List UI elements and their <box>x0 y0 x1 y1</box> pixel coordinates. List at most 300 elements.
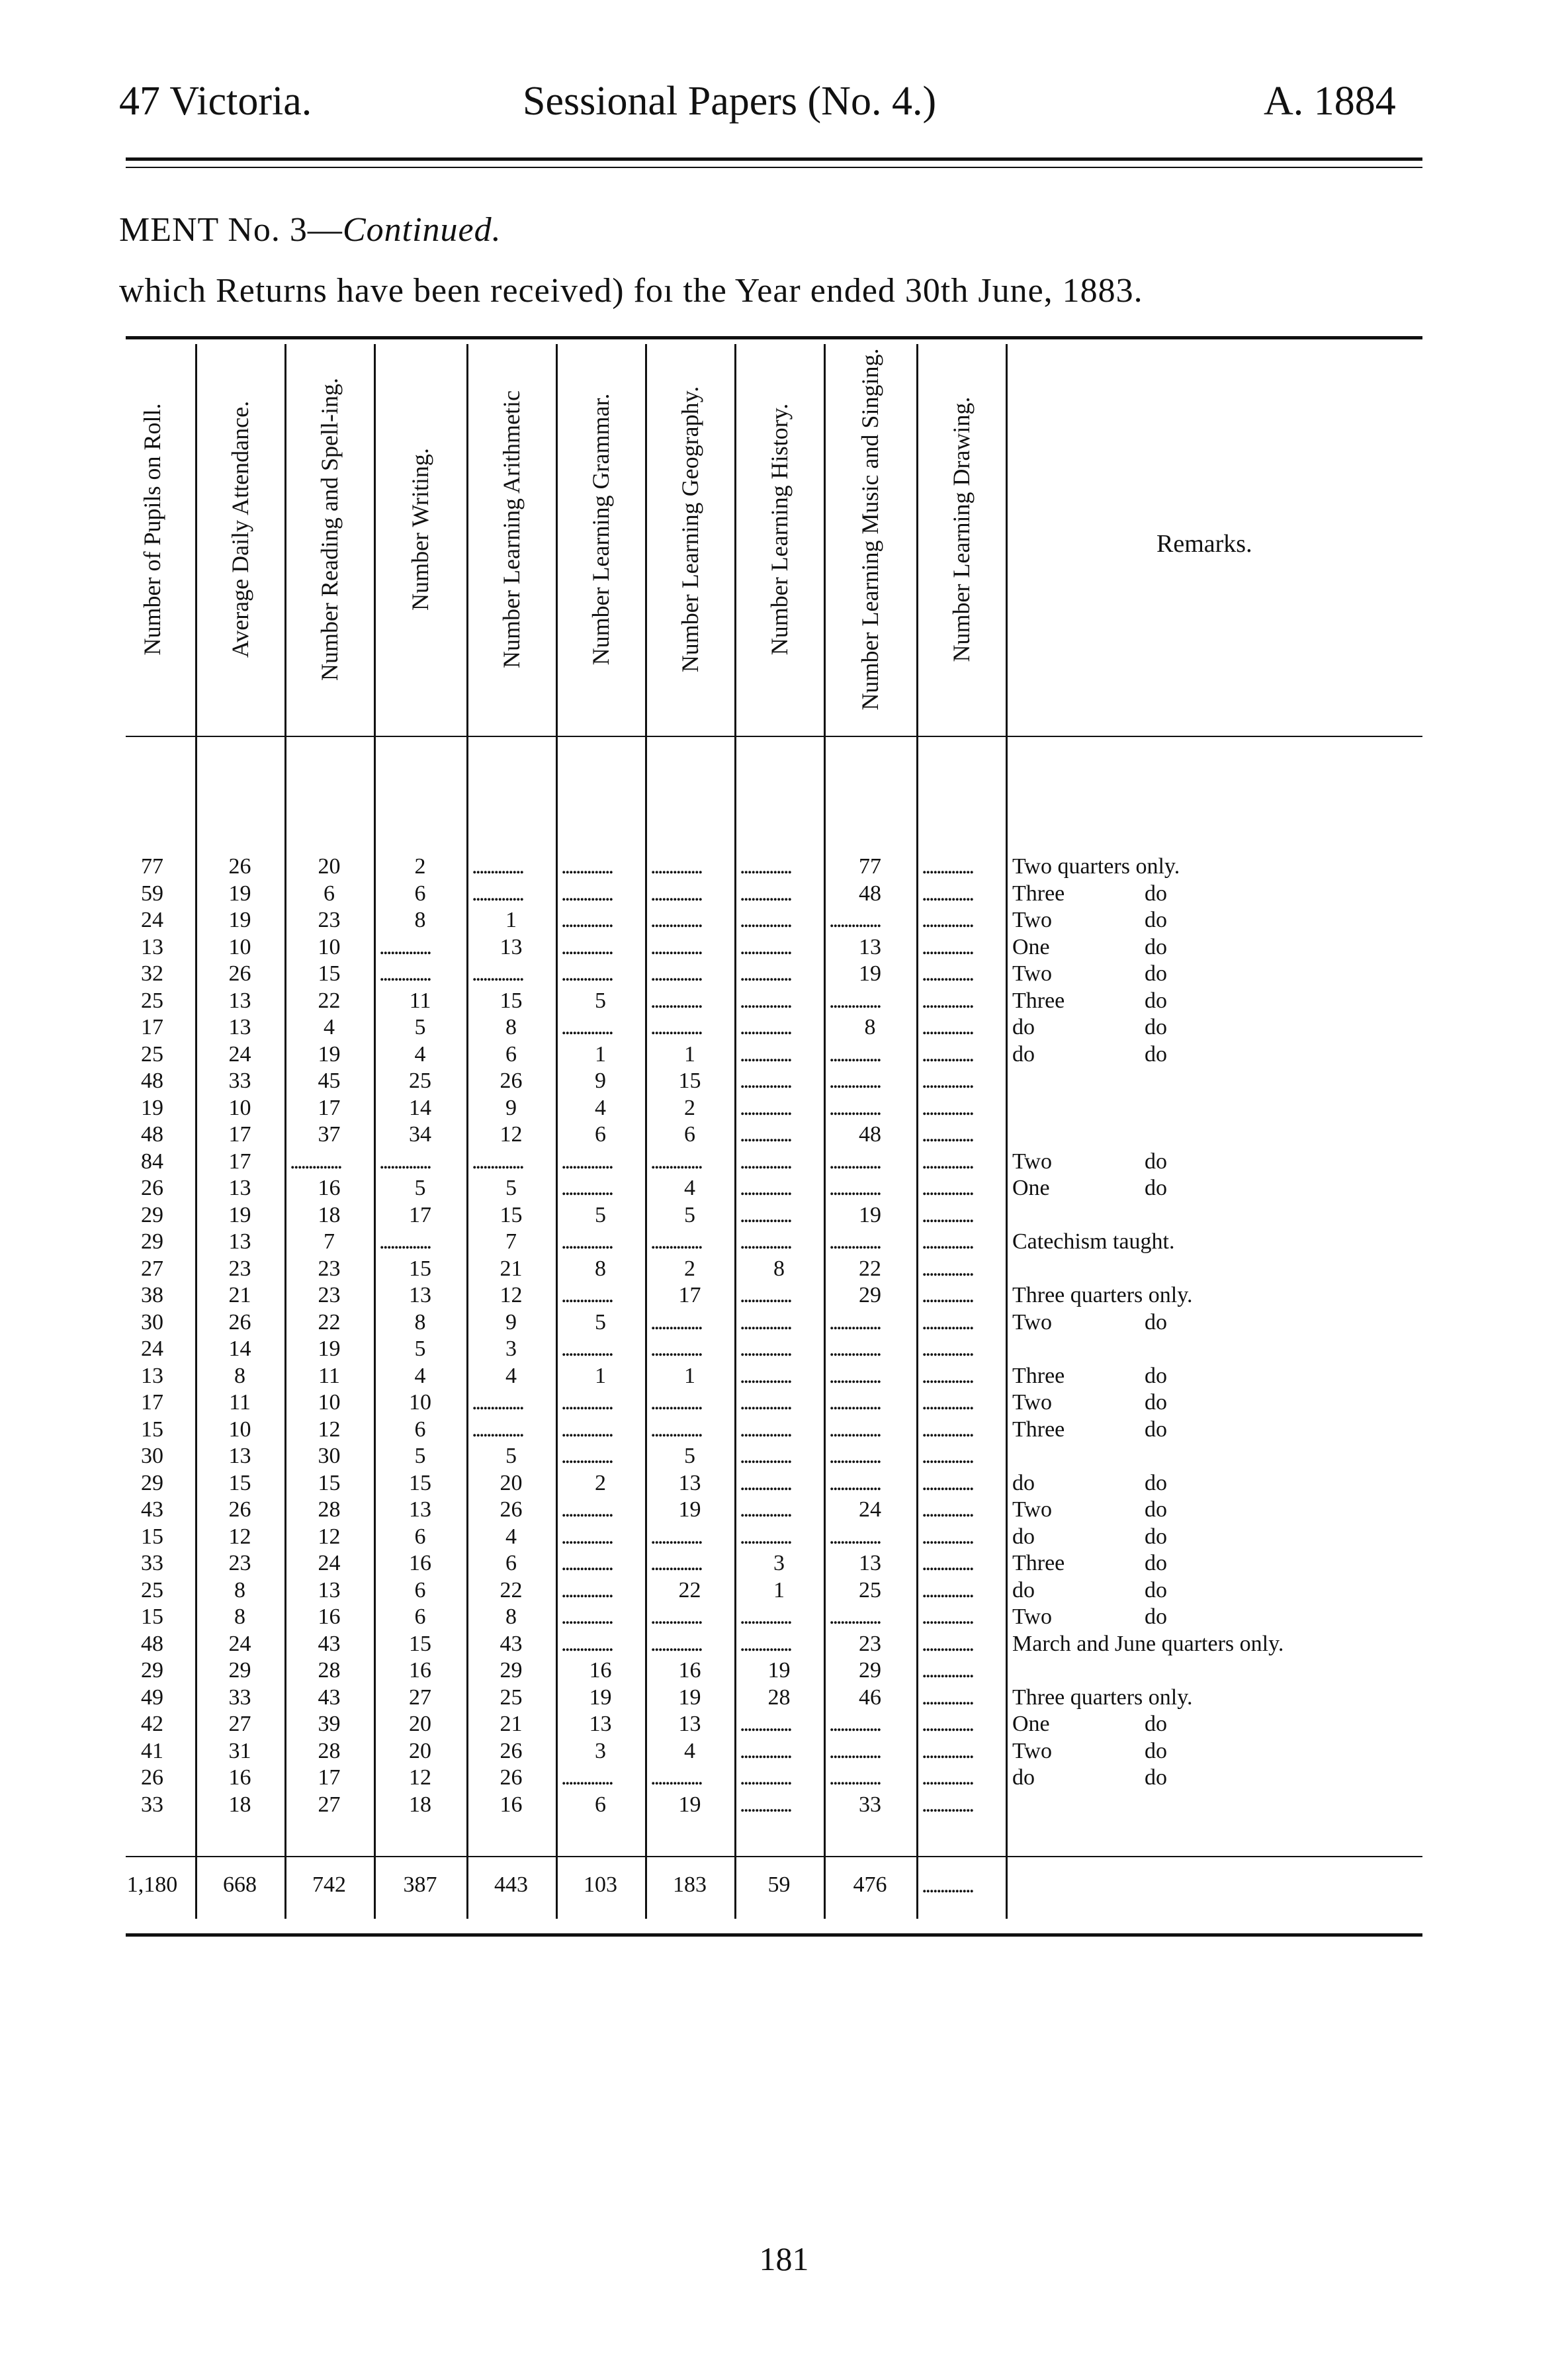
leader-dots: .............. <box>829 1524 880 1549</box>
table-cell: 8 <box>773 1256 785 1281</box>
remark-ditto: do <box>1145 1041 1167 1067</box>
table-cell: 33 <box>141 1551 163 1575</box>
leader-dots: .............. <box>561 908 612 932</box>
table-cell: 5 <box>684 1202 695 1227</box>
leader-dots: .............. <box>740 1738 791 1763</box>
remark <box>1012 934 1167 961</box>
remark-ditto: do <box>1145 1015 1167 1039</box>
leader-dots: .............. <box>922 961 973 986</box>
remark-text: Two <box>1012 1738 1052 1763</box>
leader-dots: .............. <box>740 1176 791 1200</box>
remark-text: One <box>1012 1712 1050 1736</box>
table-cell: 12 <box>228 1524 251 1549</box>
leader-dots: .............. <box>472 961 523 986</box>
leader-dots: .............. <box>922 1551 973 1575</box>
leader-dots: .............. <box>922 1122 973 1147</box>
table-cell: 4 <box>414 1041 426 1067</box>
column-header-label: Number Learning Arithmetic <box>498 390 525 668</box>
leader-dots: .............. <box>740 1363 791 1388</box>
leader-dots: .............. <box>922 1712 973 1736</box>
column-header <box>916 344 1006 715</box>
leader-dots: .............. <box>561 1417 612 1442</box>
leader-dots: .............. <box>829 1309 880 1335</box>
table-cell: 19 <box>678 1685 701 1710</box>
leader-dots: .............. <box>650 1337 701 1361</box>
table-cell: 6 <box>414 1417 426 1442</box>
document-title: MENT No. 3—Continued. <box>119 211 501 249</box>
leader-dots: .............. <box>740 988 791 1013</box>
table-cell: 13 <box>859 934 881 959</box>
leader-dots: .............. <box>561 1337 612 1361</box>
table-cell: 37 <box>318 1122 341 1147</box>
table-cell: 19 <box>141 1095 163 1120</box>
table-cell: 26 <box>500 1069 523 1093</box>
table-cell: 48 <box>141 1122 163 1147</box>
table-cell: 13 <box>500 934 523 959</box>
remark <box>1012 1363 1167 1389</box>
running-header <box>0 78 1568 138</box>
leader-dots: .............. <box>922 1470 973 1495</box>
leader-dots: .............. <box>650 1631 701 1656</box>
table-cell: 8 <box>234 1604 245 1629</box>
leader-dots: .............. <box>561 854 612 879</box>
table-cell: 28 <box>318 1497 341 1522</box>
table-cell: 13 <box>228 988 251 1013</box>
table-cell: 15 <box>409 1631 431 1656</box>
column-header <box>734 344 824 715</box>
table-cell: 84 <box>141 1149 163 1174</box>
table-cell: 29 <box>141 1470 163 1495</box>
table-cell: 12 <box>500 1122 523 1147</box>
table-cell: 6 <box>505 1551 517 1575</box>
leader-dots: .............. <box>379 1149 430 1174</box>
leader-dots: .............. <box>922 1041 973 1067</box>
remark-ditto: do <box>1145 908 1167 932</box>
remark-ditto: do <box>1145 1577 1167 1602</box>
header-bottom-rule <box>126 736 1422 737</box>
leader-dots: .............. <box>922 1631 973 1656</box>
remark-text: do <box>1012 1765 1035 1790</box>
table-cell: 5 <box>684 1444 695 1468</box>
leader-dots: .............. <box>922 1444 973 1468</box>
leader-dots: .............. <box>290 1149 341 1174</box>
leader-dots: .............. <box>650 1417 701 1442</box>
table-cell: 1 <box>684 1041 695 1067</box>
column-header <box>466 344 556 715</box>
table-cell: 23 <box>228 1256 251 1281</box>
leader-dots: .............. <box>650 881 701 906</box>
total-cell: 742 <box>312 1872 346 1897</box>
leader-dots: .............. <box>922 1283 973 1307</box>
table-cell: 16 <box>228 1765 251 1790</box>
remark <box>1012 1014 1167 1041</box>
table-cell: 24 <box>141 908 163 932</box>
leader-dots: .............. <box>829 1417 880 1442</box>
table-cell: 13 <box>678 1470 701 1495</box>
leader-dots: .............. <box>561 1524 612 1549</box>
table-cell: 26 <box>500 1497 523 1522</box>
table-cell: 19 <box>678 1792 701 1817</box>
table-cell: 24 <box>318 1551 341 1575</box>
total-cell: 183 <box>673 1872 707 1897</box>
table-cell: 15 <box>678 1069 701 1093</box>
table-cell: 13 <box>228 1015 251 1039</box>
page-number: 181 <box>759 2240 809 2277</box>
table-cell: 12 <box>318 1417 341 1442</box>
leader-dots: .............. <box>922 1577 973 1602</box>
column-header <box>374 344 466 715</box>
table-cell: 32 <box>141 961 163 986</box>
leader-dots: .............. <box>740 1792 791 1817</box>
remark-text: Two <box>1012 1390 1052 1415</box>
table-cell: 26 <box>141 1176 163 1200</box>
table-cell: 28 <box>318 1658 341 1683</box>
table-cell: 13 <box>409 1283 431 1307</box>
table-cell: 8 <box>505 1604 517 1629</box>
table-cell: 19 <box>228 908 251 932</box>
table-bottom-rule <box>126 1933 1422 1937</box>
table-cell: 4 <box>595 1095 606 1120</box>
table-cell: 15 <box>409 1470 431 1495</box>
table-cell: 13 <box>678 1712 701 1736</box>
column-header-label: Number Learning Geography. <box>676 386 703 673</box>
remark-ditto: do <box>1145 1149 1167 1174</box>
column-header <box>109 344 195 715</box>
table-cell: 13 <box>228 1176 251 1200</box>
column-header <box>284 344 374 715</box>
table-cell: 48 <box>141 1069 163 1093</box>
leader-dots: .............. <box>740 1122 791 1147</box>
table-cell: 23 <box>318 1256 341 1281</box>
table-cell: 24 <box>228 1631 251 1656</box>
remark-text: Three <box>1012 1551 1065 1575</box>
table-cell: 4 <box>505 1363 517 1388</box>
leader-dots: .............. <box>829 1069 880 1093</box>
leader-dots: .............. <box>922 1524 973 1549</box>
leader-dots: .............. <box>561 1283 612 1307</box>
table-cell: 4 <box>684 1176 695 1200</box>
leader-dots: .............. <box>740 854 791 879</box>
leader-dots: .............. <box>829 1738 880 1763</box>
table-cell: 20 <box>318 854 341 879</box>
table-cell: 39 <box>318 1712 341 1736</box>
remark <box>1012 988 1167 1014</box>
leader-dots: .............. <box>922 908 973 932</box>
leader-dots: .............. <box>650 1390 701 1415</box>
remarks-header: Remarks. <box>1156 530 1252 558</box>
table-cell: 29 <box>141 1229 163 1254</box>
leader-dots: .............. <box>922 1069 973 1093</box>
leader-dots: .............. <box>379 961 430 986</box>
leader-dots: .............. <box>561 961 612 986</box>
remark <box>1012 1282 1193 1309</box>
table-cell: 12 <box>409 1765 431 1790</box>
remark <box>1012 1685 1193 1711</box>
leader-dots: .............. <box>561 1765 612 1790</box>
leader-dots: .............. <box>650 934 701 959</box>
table-cell: 46 <box>859 1685 881 1710</box>
table-cell: 48 <box>141 1631 163 1656</box>
leader-dots: .............. <box>829 1363 880 1388</box>
leader-dots: .............. <box>922 1229 973 1254</box>
table-cell: 13 <box>318 1577 341 1602</box>
leader-dots: .............. <box>561 1176 612 1200</box>
remark <box>1012 907 1167 934</box>
remark-text: do <box>1012 1524 1035 1549</box>
table-cell: 33 <box>141 1792 163 1817</box>
table-cell: 6 <box>414 1604 426 1629</box>
column-divider <box>916 344 918 1919</box>
leader-dots: .............. <box>829 1041 880 1067</box>
leader-dots: .............. <box>740 1149 791 1174</box>
leader-dots: .............. <box>650 961 701 986</box>
leader-dots: .............. <box>650 854 701 879</box>
remark <box>1012 1309 1167 1336</box>
table-cell: 29 <box>141 1202 163 1227</box>
table-cell: 13 <box>859 1551 881 1575</box>
leader-dots: .............. <box>740 1444 791 1468</box>
leader-dots: .............. <box>472 1390 523 1415</box>
remark <box>1012 1765 1167 1791</box>
remark-ditto: do <box>1145 1390 1167 1415</box>
table-cell: 13 <box>228 1444 251 1468</box>
leader-dots: .............. <box>561 1551 612 1575</box>
remark-text: Three quarters only. <box>1012 1685 1193 1710</box>
table-cell: 11 <box>229 1390 251 1415</box>
remark <box>1012 854 1180 880</box>
remark-text: Two <box>1012 908 1052 932</box>
remark <box>1012 961 1167 987</box>
remark-ditto: do <box>1145 881 1167 906</box>
remark <box>1012 1550 1167 1577</box>
table-cell: 14 <box>409 1095 431 1120</box>
table-cell: 30 <box>141 1309 163 1335</box>
column-header <box>556 344 645 715</box>
column-header-label: Number Reading and Spell-ing. <box>316 378 343 681</box>
remark <box>1012 881 1167 907</box>
table-cell: 33 <box>228 1069 251 1093</box>
table-cell: 10 <box>318 1390 341 1415</box>
remark-text: Two <box>1012 1309 1052 1335</box>
leader-dots: .............. <box>829 908 880 932</box>
table-top-rule <box>126 336 1422 339</box>
table-cell: 19 <box>678 1497 701 1522</box>
leader-dots: .............. <box>561 1149 612 1174</box>
leader-dots: .............. <box>561 1497 612 1522</box>
table-cell: 17 <box>141 1015 163 1039</box>
table-cell: 2 <box>595 1470 606 1495</box>
table-cell: 16 <box>500 1792 523 1817</box>
table-cell: 23 <box>318 1283 341 1307</box>
table-cell: 6 <box>414 1524 426 1549</box>
table-cell: 6 <box>414 1577 426 1602</box>
table-cell: 15 <box>500 988 523 1013</box>
header-center: Sessional Papers (No. 4.) <box>523 79 937 124</box>
table-cell: 17 <box>228 1149 251 1174</box>
table-cell: 59 <box>141 881 163 906</box>
leader-dots: .............. <box>922 1497 973 1522</box>
table-cell: 38 <box>141 1283 163 1307</box>
table-cell: 18 <box>318 1202 341 1227</box>
leader-dots: .............. <box>922 1256 973 1281</box>
table-cell: 29 <box>141 1658 163 1683</box>
table-cell: 25 <box>141 988 163 1013</box>
table-cell: 13 <box>141 1363 163 1388</box>
table-cell: 6 <box>595 1122 606 1147</box>
table-cell: 16 <box>409 1551 431 1575</box>
table-cell: 2 <box>684 1256 695 1281</box>
table-cell: 1 <box>505 908 517 932</box>
leader-dots: .............. <box>650 908 701 932</box>
table-cell: 1 <box>773 1577 785 1602</box>
column-divider <box>466 344 468 1919</box>
table-cell: 33 <box>859 1792 881 1817</box>
remark-ditto: do <box>1145 934 1167 959</box>
table-cell: 43 <box>500 1631 523 1656</box>
remark <box>1012 1470 1167 1497</box>
header-right: A. 1884 <box>1264 79 1396 124</box>
leader-dots: .............. <box>922 934 973 959</box>
leader-dots: .............. <box>922 1149 973 1174</box>
table-cell: 5 <box>595 988 606 1013</box>
table-cell: 25 <box>141 1577 163 1602</box>
table-cell: 77 <box>141 854 163 879</box>
table-cell: 5 <box>414 1444 426 1468</box>
table-cell: 28 <box>767 1685 791 1710</box>
table-cell: 43 <box>141 1497 163 1522</box>
table-cell: 22 <box>859 1256 881 1281</box>
table-cell: 17 <box>318 1095 341 1120</box>
remark-text: Two <box>1012 961 1052 986</box>
header-rule <box>126 157 1422 161</box>
remark-ditto: do <box>1145 1470 1167 1495</box>
table-cell: 22 <box>500 1577 523 1602</box>
table-cell: 15 <box>318 961 341 986</box>
table-cell: 12 <box>318 1524 341 1549</box>
leader-dots: .............. <box>379 1229 430 1254</box>
remark <box>1012 1389 1167 1416</box>
remark-text: Two <box>1012 1149 1052 1174</box>
column-divider <box>734 344 736 1919</box>
leader-dots: .............. <box>561 1015 612 1039</box>
leader-dots: .............. <box>740 1765 791 1790</box>
column-header-label: Number Writing. <box>407 448 433 611</box>
leader-dots: .............. <box>650 1309 701 1335</box>
remark-ditto: do <box>1145 1497 1167 1522</box>
document-subtitle: which Returns have been received) foı the Year ended 30th June, 1883. <box>119 272 1143 310</box>
remark <box>1012 1229 1175 1255</box>
remark-text: do <box>1012 1015 1035 1039</box>
leader-dots: .............. <box>829 1337 880 1361</box>
table-cell: 15 <box>318 1470 341 1495</box>
table-cell: 16 <box>409 1658 431 1683</box>
remark-text: Three <box>1012 1363 1065 1388</box>
leader-dots: .............. <box>829 1765 880 1790</box>
table-cell: 43 <box>318 1685 341 1710</box>
leader-dots: .............. <box>922 988 973 1013</box>
table-cell: 34 <box>409 1122 431 1147</box>
leader-dots: .............. <box>829 1229 880 1254</box>
table-cell: 8 <box>234 1363 245 1388</box>
remark-ditto: do <box>1145 1765 1167 1790</box>
column-divider <box>824 344 826 1919</box>
remark <box>1012 1149 1167 1175</box>
remark-ditto: do <box>1145 1712 1167 1736</box>
table-cell: 19 <box>228 881 251 906</box>
table-cell: 24 <box>141 1337 163 1361</box>
remark-text: do <box>1012 1041 1035 1067</box>
remark-ditto: do <box>1145 1176 1167 1200</box>
table-cell: 15 <box>141 1604 163 1629</box>
leader-dots: .............. <box>922 1390 973 1415</box>
leader-dots: .............. <box>740 881 791 906</box>
table-cell: 5 <box>414 1015 426 1039</box>
remark-text: do <box>1012 1470 1035 1495</box>
leader-dots: .............. <box>650 1015 701 1039</box>
table-cell: 22 <box>318 988 341 1013</box>
table-cell: 42 <box>141 1712 163 1736</box>
table-cell: 14 <box>228 1337 251 1361</box>
leader-dots: .............. <box>829 988 880 1013</box>
table-cell: 11 <box>409 988 431 1013</box>
table-cell: 6 <box>684 1122 695 1147</box>
table-cell: 20 <box>409 1738 431 1763</box>
total-cell: 59 <box>767 1872 791 1897</box>
remark-ditto: do <box>1145 1309 1167 1335</box>
table-cell: 22 <box>318 1309 341 1335</box>
leader-dots: .............. <box>472 854 523 879</box>
remark-text: Three <box>1012 988 1065 1013</box>
remark-text: One <box>1012 934 1050 959</box>
remark-text: Two quarters only. <box>1012 854 1180 879</box>
table-cell: 4 <box>414 1363 426 1388</box>
table-cell: 21 <box>500 1712 523 1736</box>
table-cell: 17 <box>678 1283 701 1307</box>
table-cell: 19 <box>318 1041 341 1067</box>
table-cell: 10 <box>409 1390 431 1415</box>
table-cell: 6 <box>505 1041 517 1067</box>
leader-dots: .............. <box>561 1631 612 1656</box>
table-cell: 43 <box>318 1631 341 1656</box>
table-cell: 8 <box>864 1015 876 1039</box>
column-divider <box>284 344 286 1919</box>
table-cell: 15 <box>228 1470 251 1495</box>
leader-dots: .............. <box>829 1095 880 1120</box>
table-cell: 16 <box>678 1658 701 1683</box>
leader-dots: .............. <box>740 1015 791 1039</box>
table-cell: 8 <box>505 1015 517 1039</box>
leader-dots: .............. <box>922 1685 973 1710</box>
leader-dots: .............. <box>922 1202 973 1227</box>
table-cell: 25 <box>859 1577 881 1602</box>
table-cell: 27 <box>141 1256 163 1281</box>
table-cell: 8 <box>595 1256 606 1281</box>
total-cell: 443 <box>494 1872 528 1897</box>
table-cell: 5 <box>505 1176 517 1200</box>
column-divider <box>645 344 647 1919</box>
table-cell: 8 <box>234 1577 245 1602</box>
remark <box>1012 1497 1167 1523</box>
leader-dots: .............. <box>650 1604 701 1629</box>
leader-dots: .............. <box>922 1337 973 1361</box>
leader-dots: .............. <box>922 1604 973 1629</box>
totals-rule <box>126 1856 1422 1857</box>
table-cell: 45 <box>318 1069 341 1093</box>
table-cell: 19 <box>859 961 881 986</box>
table-cell: 19 <box>318 1337 341 1361</box>
table-cell: 21 <box>500 1256 523 1281</box>
leader-dots: .............. <box>740 1390 791 1415</box>
